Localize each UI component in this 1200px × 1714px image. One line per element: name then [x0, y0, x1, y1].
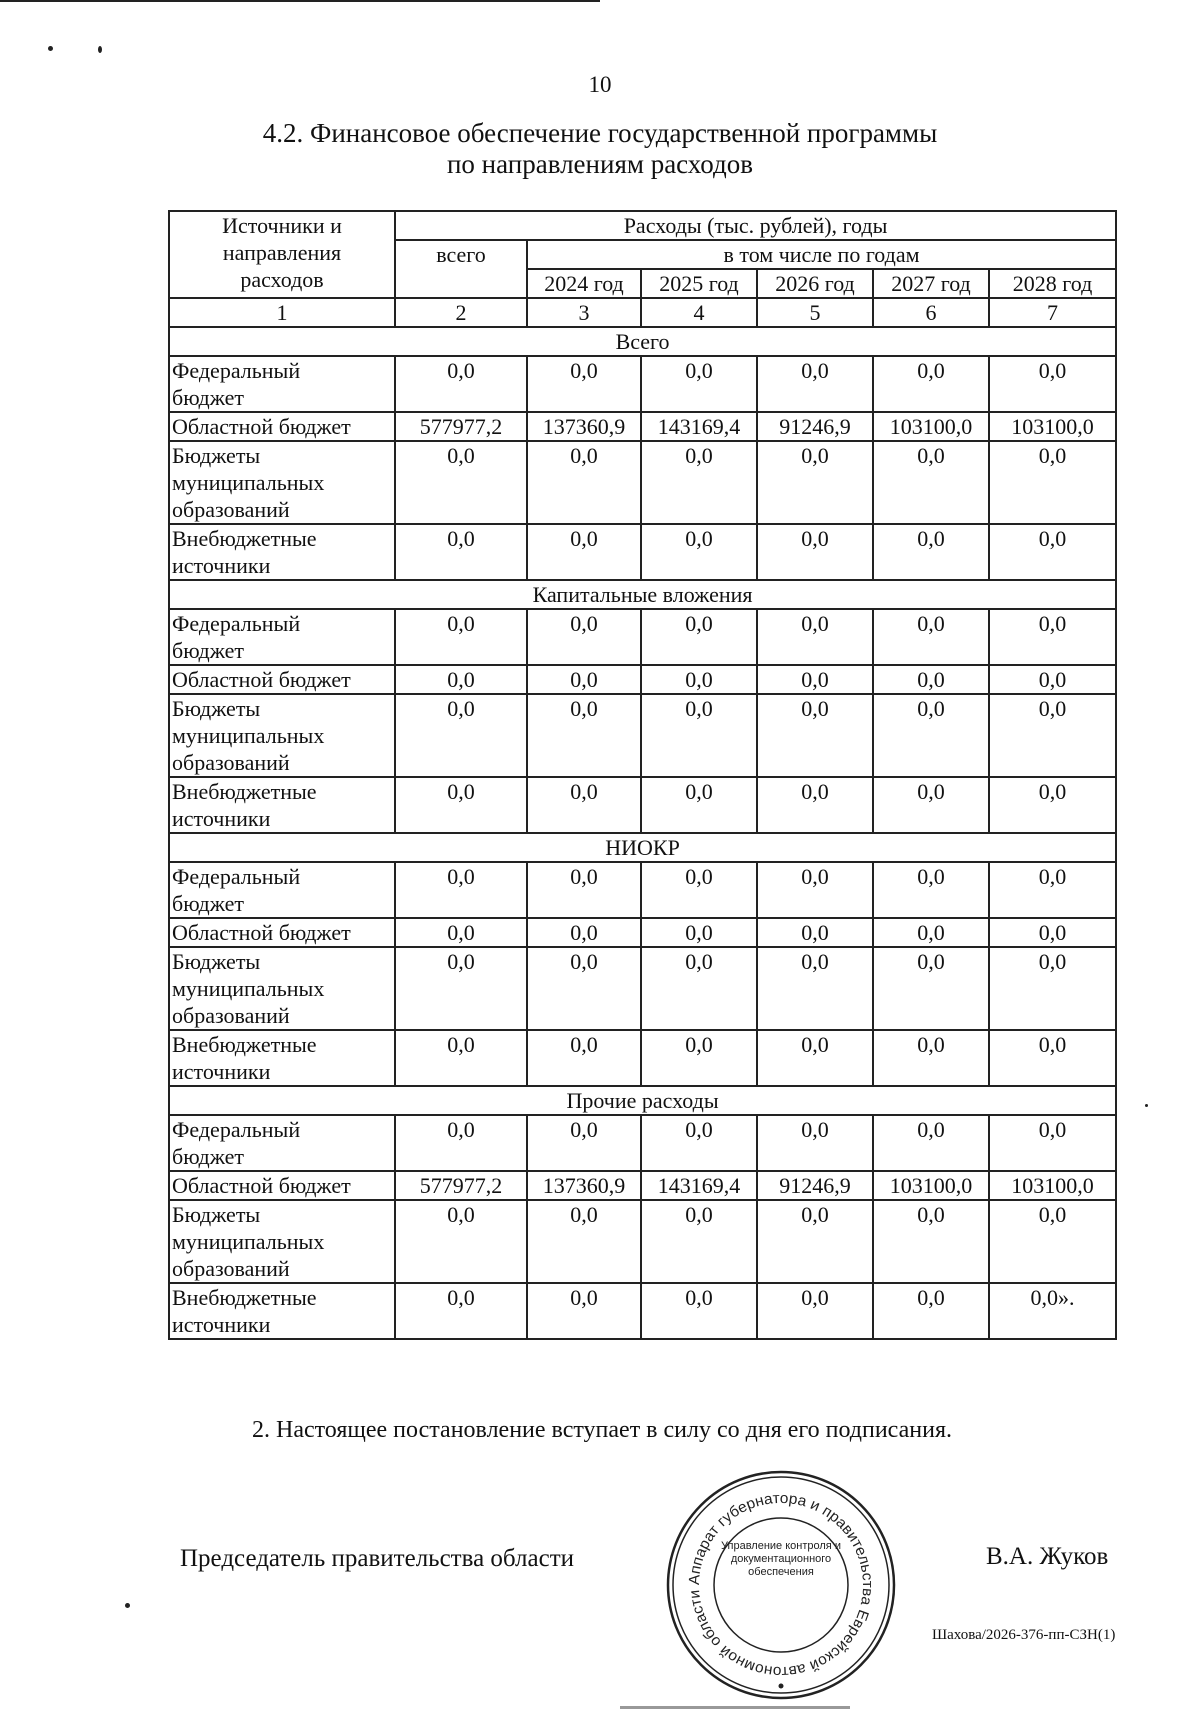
scan-bottom-marks [620, 1706, 850, 1709]
amount-cell: 0,0 [873, 947, 989, 1030]
funding-source-label: Областной бюджет [169, 918, 395, 947]
seal-center-text: Управление контроля и документационного обеспечения [721, 1540, 841, 1578]
amount-cell: 0,0 [395, 1283, 527, 1339]
amount-cell: 0,0 [989, 609, 1116, 665]
amount-cell: 0,0 [395, 524, 527, 580]
amount-cell: 0,0 [527, 1030, 641, 1086]
amount-cell: 0,0 [989, 918, 1116, 947]
signatory-title: Председатель правительства области [180, 1545, 574, 1572]
amount-cell: 0,0 [757, 609, 873, 665]
funding-source-label: Областной бюджет [169, 1171, 395, 1200]
header-year: 2027 год [873, 269, 989, 298]
amount-cell: 0,0 [527, 1200, 641, 1283]
amount-cell: 0,0 [989, 1030, 1116, 1086]
amount-cell: 0,0 [873, 862, 989, 918]
amount-cell: 137360,9 [527, 1171, 641, 1200]
amount-cell: 0,0 [873, 524, 989, 580]
amount-cell: 103100,0 [989, 1171, 1116, 1200]
amount-cell: 0,0 [527, 947, 641, 1030]
amount-cell: 0,0 [757, 694, 873, 777]
amount-cell: 0,0 [395, 862, 527, 918]
document-reference: Шахова/2026-376-пп-СЗН(1) [932, 1627, 1116, 1643]
amount-cell: 0,0 [395, 441, 527, 524]
amount-cell: 143169,4 [641, 412, 757, 441]
amount-cell: 0,0 [873, 694, 989, 777]
amount-cell: 0,0 [395, 777, 527, 833]
amount-cell: 0,0 [757, 356, 873, 412]
seal-ring-text: Аппарат губернатора и правительства Еврейской автономной области [685, 1489, 877, 1681]
amount-cell: 91246,9 [757, 412, 873, 441]
amount-cell: 0,0 [395, 694, 527, 777]
amount-cell: 0,0 [641, 1115, 757, 1171]
funding-source-label: Бюджеты муниципальных образований [169, 441, 395, 524]
amount-cell: 0,0 [757, 665, 873, 694]
table-row [169, 1030, 1116, 1086]
section-title: Прочие расходы [169, 1086, 1116, 1115]
amount-cell: 0,0 [757, 862, 873, 918]
column-number: 6 [873, 298, 989, 327]
amount-cell: 0,0 [873, 441, 989, 524]
scan-speck [48, 46, 53, 51]
amount-cell: 0,0 [873, 1200, 989, 1283]
amount-cell: 0,0 [757, 918, 873, 947]
table-row [169, 918, 1116, 947]
amount-cell: 0,0 [527, 1115, 641, 1171]
amount-cell: 0,0 [873, 1115, 989, 1171]
amount-cell: 0,0 [757, 524, 873, 580]
amount-cell: 0,0 [395, 947, 527, 1030]
table-row [169, 1115, 1116, 1171]
amount-cell: 0,0 [527, 1283, 641, 1339]
amount-cell: 0,0 [395, 1200, 527, 1283]
table-body [169, 327, 1116, 1339]
amount-cell: 577977,2 [395, 1171, 527, 1200]
funding-source-label: Федеральный бюджет [169, 1115, 395, 1171]
amount-cell: 0,0 [757, 777, 873, 833]
amount-cell: 0,0 [527, 694, 641, 777]
amount-cell: 0,0 [873, 777, 989, 833]
table-row [169, 1200, 1116, 1283]
amount-cell: 0,0 [641, 356, 757, 412]
amount-cell: 0,0 [989, 441, 1116, 524]
funding-source-label: Бюджеты муниципальных образований [169, 694, 395, 777]
amount-cell: 0,0 [757, 441, 873, 524]
amount-cell: 103100,0 [989, 412, 1116, 441]
table-row [169, 1171, 1116, 1200]
amount-cell: 0,0 [641, 609, 757, 665]
heading-line: 4.2. Финансовое обеспечение государственной программы [262, 118, 938, 148]
amount-cell: 0,0 [527, 524, 641, 580]
amount-cell: 0,0 [527, 862, 641, 918]
amount-cell: 0,0 [873, 1030, 989, 1086]
amount-cell: 0,0 [757, 1115, 873, 1171]
table-row [169, 524, 1116, 580]
funding-source-label: Внебюджетные источники [169, 524, 395, 580]
amount-cell: 0,0 [641, 1200, 757, 1283]
column-number: 5 [757, 298, 873, 327]
table-row [169, 609, 1116, 665]
amount-cell: 0,0 [527, 665, 641, 694]
amount-cell: 0,0 [395, 665, 527, 694]
amount-cell: 0,0 [989, 947, 1116, 1030]
section-title: НИОКР [169, 833, 1116, 862]
amount-cell: 0,0 [395, 1115, 527, 1171]
section-heading [0, 118, 1200, 180]
heading-line: по направлениям расходов [446, 149, 753, 179]
signatory-name: В.А. Жуков [986, 1543, 1109, 1570]
header-year: 2025 год [641, 269, 757, 298]
scan-top-edge [0, 0, 600, 2]
amount-cell: 0,0 [527, 609, 641, 665]
funding-source-label: Федеральный бюджет [169, 862, 395, 918]
amount-cell: 0,0 [641, 694, 757, 777]
scan-speck [98, 46, 102, 53]
amount-cell: 0,0 [641, 1030, 757, 1086]
header-including-years: в том числе по годам [527, 240, 1116, 269]
funding-source-label: Областной бюджет [169, 665, 395, 694]
funding-source-label: Внебюджетные источники [169, 1030, 395, 1086]
amount-cell: 0,0 [641, 777, 757, 833]
amount-cell: 103100,0 [873, 412, 989, 441]
funding-source-label: Бюджеты муниципальных образований [169, 1200, 395, 1283]
amount-cell: 0,0 [757, 1200, 873, 1283]
header-expenses: Расходы (тыс. рублей), годы [395, 211, 1116, 240]
header-year: 2024 год [527, 269, 641, 298]
amount-cell: 0,0 [527, 777, 641, 833]
table-row [169, 947, 1116, 1030]
table-row [169, 694, 1116, 777]
amount-cell: 0,0 [989, 777, 1116, 833]
column-number: 7 [989, 298, 1116, 327]
amount-cell: 0,0 [641, 1283, 757, 1339]
amount-cell: 0,0 [873, 356, 989, 412]
table-row [169, 665, 1116, 694]
scan-speck [125, 1603, 130, 1608]
table-row [169, 412, 1116, 441]
amount-cell: 0,0 [527, 918, 641, 947]
column-number: 2 [395, 298, 527, 327]
table-row [169, 862, 1116, 918]
amount-cell: 0,0 [989, 665, 1116, 694]
clause-2: 2. Настоящее постановление вступает в силу со дня его подписания. [252, 1417, 953, 1443]
header-year: 2026 год [757, 269, 873, 298]
column-number: 4 [641, 298, 757, 327]
page-number: 10 [588, 72, 612, 97]
amount-cell: 0,0 [873, 665, 989, 694]
column-number: 1 [169, 298, 395, 327]
scan-speck [1145, 1104, 1148, 1107]
amount-cell: 0,0 [989, 694, 1116, 777]
amount-cell: 0,0 [641, 524, 757, 580]
amount-cell: 143169,4 [641, 1171, 757, 1200]
amount-cell: 0,0 [873, 609, 989, 665]
header-year: 2028 год [989, 269, 1116, 298]
amount-cell: 0,0 [641, 918, 757, 947]
amount-cell: 0,0 [989, 356, 1116, 412]
amount-cell: 0,0 [395, 918, 527, 947]
amount-cell: 0,0 [641, 862, 757, 918]
section-title: Капитальные вложения [169, 580, 1116, 609]
funding-source-label: Федеральный бюджет [169, 356, 395, 412]
amount-cell: 91246,9 [757, 1171, 873, 1200]
amount-cell: 0,0 [989, 1200, 1116, 1283]
official-seal [663, 1467, 899, 1703]
amount-cell: 0,0 [641, 947, 757, 1030]
amount-cell: 0,0 [527, 356, 641, 412]
financing-table [168, 210, 1117, 1340]
amount-cell: 0,0 [757, 947, 873, 1030]
amount-cell: 0,0 [989, 1115, 1116, 1171]
section-title: Всего [169, 327, 1116, 356]
amount-cell: 0,0 [641, 665, 757, 694]
amount-cell: 0,0 [757, 1030, 873, 1086]
amount-cell: 0,0 [395, 1030, 527, 1086]
column-number: 3 [527, 298, 641, 327]
amount-cell: 0,0 [757, 1283, 873, 1339]
amount-cell: 0,0 [395, 356, 527, 412]
amount-cell: 0,0 [873, 1283, 989, 1339]
funding-source-label: Внебюджетные источники [169, 1283, 395, 1339]
table-row [169, 441, 1116, 524]
table-row [169, 777, 1116, 833]
funding-source-label: Областной бюджет [169, 412, 395, 441]
header-total: всего [395, 240, 527, 298]
funding-source-label: Внебюджетные источники [169, 777, 395, 833]
amount-cell: 0,0 [989, 524, 1116, 580]
header-sources: Источники и направления расходов [169, 211, 395, 298]
amount-cell: 103100,0 [873, 1171, 989, 1200]
amount-cell: 0,0 [989, 862, 1116, 918]
table-row [169, 356, 1116, 412]
amount-cell: 0,0 [395, 609, 527, 665]
funding-source-label: Бюджеты муниципальных образований [169, 947, 395, 1030]
funding-source-label: Федеральный бюджет [169, 609, 395, 665]
amount-cell: 0,0 [641, 441, 757, 524]
amount-cell: 577977,2 [395, 412, 527, 441]
amount-cell: 0,0 [873, 918, 989, 947]
amount-cell: 0,0 [527, 441, 641, 524]
amount-cell: 0,0». [989, 1283, 1116, 1339]
amount-cell: 137360,9 [527, 412, 641, 441]
table-row [169, 1283, 1116, 1339]
